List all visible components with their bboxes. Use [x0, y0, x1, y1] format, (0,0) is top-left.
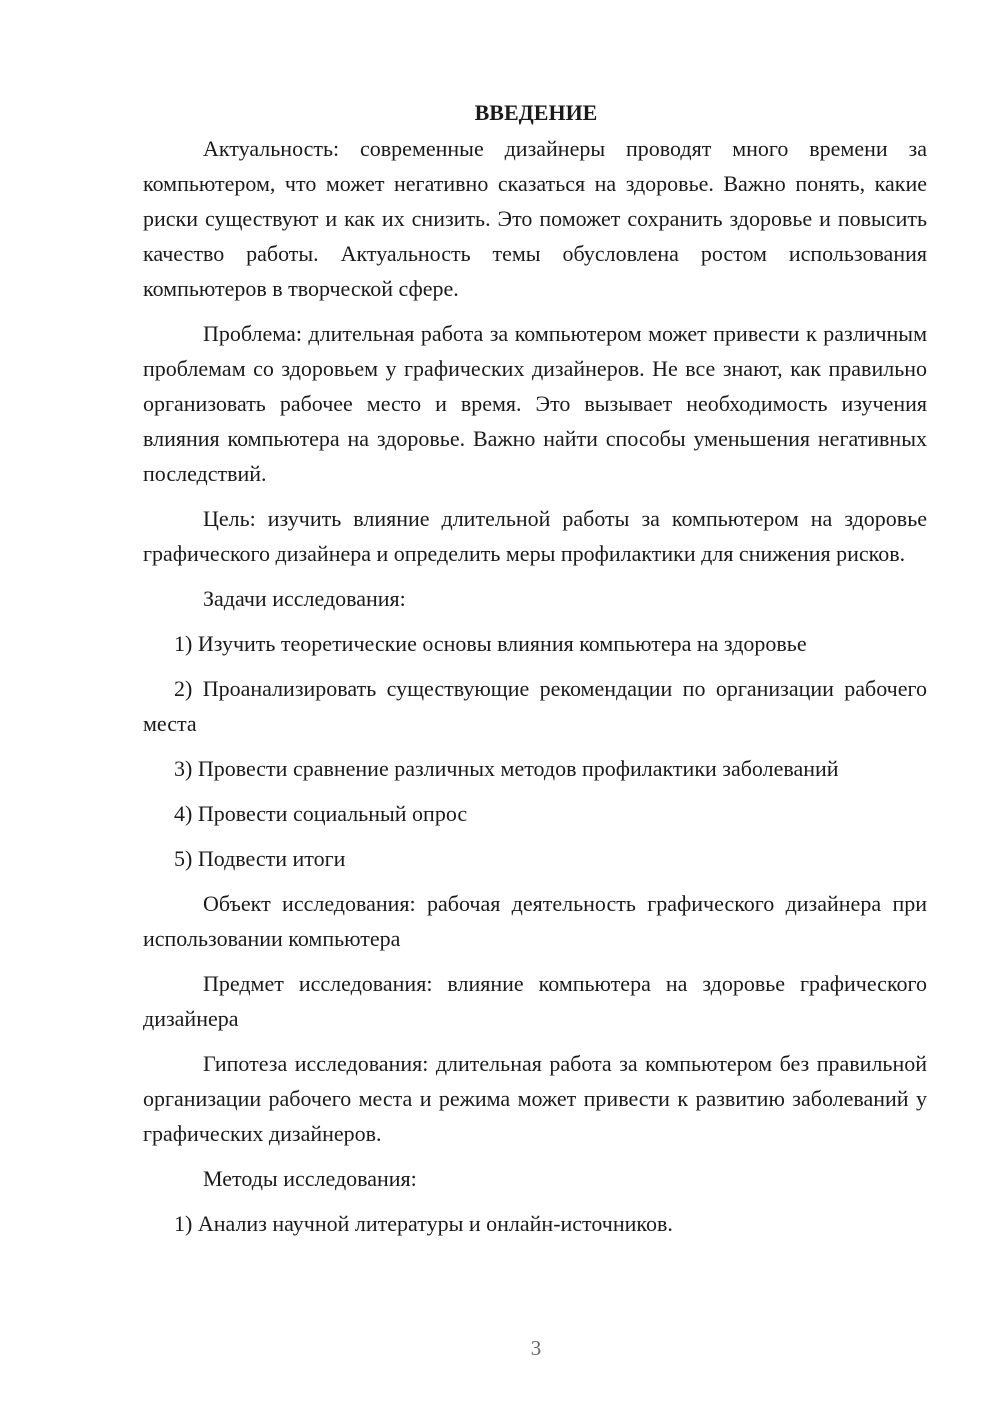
- task-item-5: 5) Подвести итоги: [174, 846, 346, 871]
- task-item-4: 4) Провести социальный опрос: [174, 801, 468, 826]
- paragraph-goal: Цель: изучить влияние длительной работы за компьютером на здоровье графического дизайнера и определить меры профилактики для снижения рисков.: [143, 506, 927, 566]
- paragraph-problem: Проблема: длительная работа за компьютером может привести к различным проблемам со здоровьем у графических дизайнеров. Не все знают, как правильно организовать рабочее место и время. Это вызывает необходимость изучения влияния компьютера на здоровье. Важно найти способы уменьшения негативных последствий.: [143, 321, 927, 486]
- paragraph-object: Объект исследования: рабочая деятельность графического дизайнера при использовании компьютера: [143, 891, 927, 951]
- page-title: ВВЕДЕНИЕ: [474, 100, 598, 125]
- method-item-1: 1) Анализ научной литературы и онлайн-источников.: [174, 1211, 673, 1236]
- page-content: [143, 95, 927, 1241]
- paragraph-subject: Предмет исследования: влияние компьютера на здоровье графического дизайнера: [143, 971, 927, 1031]
- page-number: 3: [530, 1336, 542, 1360]
- paragraph-hypothesis: Гипотеза исследования: длительная работа за компьютером без правильной организации рабочего места и режима может привести к развитию заболеваний у графических дизайнеров.: [143, 1051, 927, 1146]
- tasks-heading: Задачи исследования:: [203, 586, 406, 611]
- methods-heading: Методы исследования:: [203, 1166, 417, 1191]
- task-item-3: 3) Провести сравнение различных методов профилактики заболеваний: [174, 756, 839, 781]
- task-item-1: 1) Изучить теоретические основы влияния компьютера на здоровье: [174, 631, 807, 656]
- task-item-2: 2) Проанализировать существующие рекомендации по организации рабочего места: [143, 676, 927, 736]
- paragraph-relevance: Актуальность: современные дизайнеры проводят много времени за компьютером, что может негативно сказаться на здоровье. Важно понять, какие риски существуют и как их снизить. Это поможет сохранить здоровье и повысить качество работы. Актуальность темы обусловлена ростом использования компьютеров в творческой сфере.: [143, 136, 927, 301]
